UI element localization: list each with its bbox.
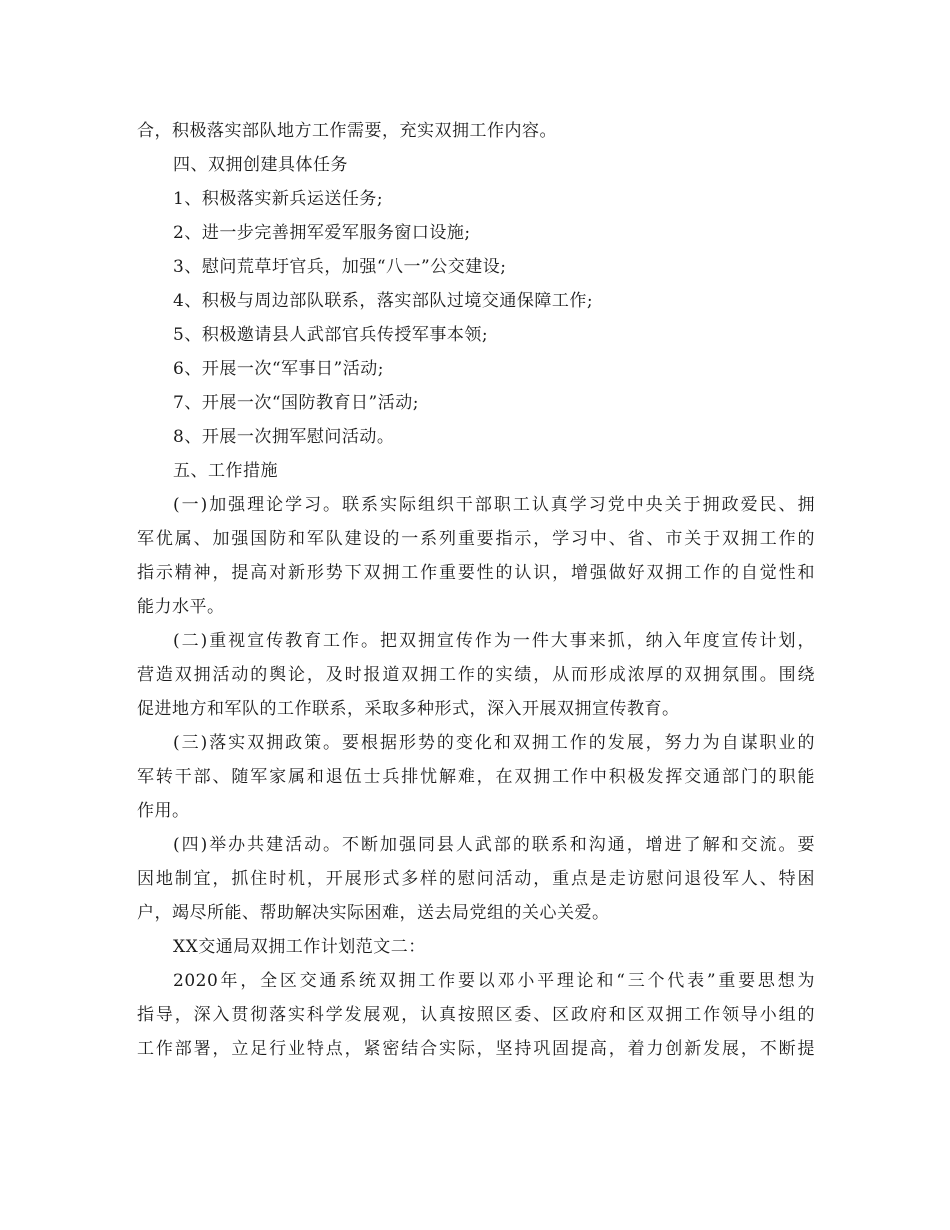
text-line: 军转干部、随军家属和退伍士兵排忧解难，在双拥工作中积极发挥交通部门的职能 <box>137 767 815 787</box>
text-line: (三)落实双拥政策。要根据形势的变化和双拥工作的发展，努力为自谋职业的 <box>173 733 815 753</box>
section-heading: 四、双拥创建具体任务 <box>173 155 348 175</box>
text-line: 因地制宜，抓住时机，开展形式多样的慰问活动，重点是走访慰问退役军人、特困 <box>137 869 815 889</box>
text-line: (二)重视宣传教育工作。把双拥宣传作为一件大事来抓，纳入年度宣传计划， <box>173 631 815 651</box>
text-line: 2020年，全区交通系统双拥工作要以邓小平理论和“三个代表”重要思想为 <box>173 971 815 991</box>
text-line: (一)加强理论学习。联系实际组织干部职工认真学习党中央关于拥政爱民、拥 <box>173 495 815 515</box>
text-line: 户，竭尽所能、帮助解决实际困难，送去局党组的关心关爱。 <box>137 903 610 923</box>
task-item: 1、积极落实新兵运送任务; <box>173 189 384 209</box>
text-line: 工作部署，立足行业特点，紧密结合实际，坚持巩固提高，着力创新发展，不断提 <box>137 1039 815 1059</box>
text-line: 指导，深入贯彻落实科学发展观，认真按照区委、区政府和区双拥工作领导小组的 <box>137 1005 815 1025</box>
task-item: 4、积极与周边部队联系，落实部队过境交通保障工作; <box>173 291 594 311</box>
text-line: 作用。 <box>137 801 190 821</box>
document-body <box>137 114 815 1066</box>
text-line: 促进地方和军队的工作联系，采取多种形式，深入开展双拥宣传教育。 <box>137 699 680 719</box>
task-item: 2、进一步完善拥军爱军服务窗口设施; <box>173 223 471 243</box>
text-line: 军优属、加强国防和军队建设的一系列重要指示，学习中、省、市关于双拥工作的 <box>137 529 815 549</box>
text-line: 能力水平。 <box>137 597 225 617</box>
task-item: 5、积极邀请县人武部官兵传授军事本领; <box>173 325 489 345</box>
text-line: 指示精神，提高对新形势下双拥工作重要性的认识，增强做好双拥工作的自觉性和 <box>137 563 815 583</box>
task-item: 3、慰问荒草圩官兵，加强“八一”公交建设; <box>173 257 507 277</box>
section-heading: XX交通局双拥工作计划范文二： <box>173 937 426 957</box>
text-line: 合，积极落实部队地方工作需要，充实双拥工作内容。 <box>137 121 557 141</box>
text-line: (四)举办共建活动。不断加强同县人武部的联系和沟通，增进了解和交流。要 <box>173 835 815 855</box>
text-line: 营造双拥活动的舆论，及时报道双拥工作的实绩，从而形成浓厚的双拥氛围。围绕 <box>137 665 815 685</box>
section-heading: 五、工作措施 <box>173 461 278 481</box>
task-item: 8、开展一次拥军慰问活动。 <box>173 427 395 447</box>
task-item: 6、开展一次“军事日”活动; <box>173 359 384 379</box>
task-item: 7、开展一次“国防教育日”活动; <box>173 393 419 413</box>
